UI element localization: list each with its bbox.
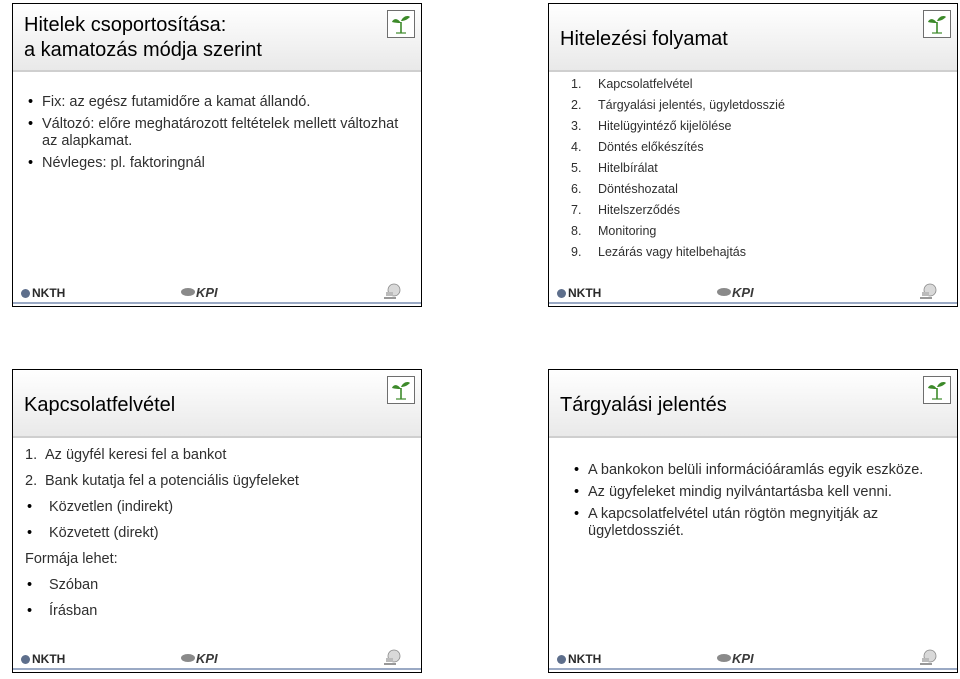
kpi-swoosh-icon bbox=[181, 654, 195, 662]
kpi-logo bbox=[181, 651, 218, 666]
kpi-label: KPI bbox=[732, 651, 754, 666]
slide-hitelezesi-folyamat bbox=[548, 3, 958, 307]
slide-content bbox=[27, 94, 413, 177]
item-text: Közvetlen (indirekt) bbox=[49, 499, 174, 515]
item-text: Formája lehet: bbox=[25, 551, 118, 567]
item-text: Kapcsolatfelvétel bbox=[598, 77, 693, 91]
list-item bbox=[571, 158, 949, 179]
item-number: 8. bbox=[571, 224, 582, 238]
slide-footer bbox=[13, 278, 421, 306]
list-item: • Fix: az egész futamidőre a kamat állandó. bbox=[27, 94, 413, 111]
item-number: 4. bbox=[571, 140, 582, 154]
list-item bbox=[571, 242, 949, 263]
title-divider bbox=[13, 70, 421, 72]
lightbulb-icon bbox=[383, 283, 403, 301]
item-text: Hitelügyintéző kijelölése bbox=[598, 119, 732, 133]
item-number: 3. bbox=[571, 119, 582, 133]
title-divider bbox=[549, 70, 957, 72]
nkth-label: NKTH bbox=[32, 652, 66, 666]
sprout-icon bbox=[387, 10, 415, 38]
title-divider bbox=[13, 436, 421, 438]
item-text: Monitoring bbox=[598, 224, 657, 238]
bullet-marker: • bbox=[27, 603, 33, 619]
lightbulb-icon bbox=[919, 283, 939, 301]
item-text: Írásban bbox=[49, 603, 98, 619]
slide-content bbox=[25, 442, 413, 624]
list-item bbox=[571, 221, 949, 242]
sprout-icon bbox=[923, 376, 951, 404]
item-number: 6. bbox=[571, 182, 582, 196]
slide-footer bbox=[549, 644, 957, 672]
item-text: Döntés előkészítés bbox=[598, 140, 704, 154]
nkth-dot-icon bbox=[21, 655, 30, 664]
item-text: Lezárás vagy hitelbehajtás bbox=[598, 245, 747, 259]
kpi-label: KPI bbox=[196, 285, 218, 300]
slide-targyalasi-jelentes bbox=[548, 369, 958, 673]
kpi-swoosh-icon bbox=[717, 654, 731, 662]
item-text: Közvetett (direkt) bbox=[49, 525, 159, 541]
title-line-1: Hitelek csoportosítása: bbox=[24, 14, 227, 36]
nkth-logo bbox=[21, 652, 65, 666]
item-number: 1. bbox=[25, 447, 38, 463]
list-item bbox=[571, 95, 949, 116]
bullet-list bbox=[27, 94, 413, 172]
item-number: 1. bbox=[571, 77, 582, 91]
list-item bbox=[25, 494, 413, 520]
numbered-list bbox=[571, 74, 949, 263]
kpi-swoosh-icon bbox=[717, 288, 731, 296]
lightbulb-icon bbox=[383, 649, 403, 667]
slide-content bbox=[573, 462, 949, 545]
slide-footer bbox=[549, 278, 957, 306]
bullet-marker: • bbox=[27, 525, 33, 541]
nkth-label: NKTH bbox=[568, 286, 602, 300]
list-item bbox=[25, 442, 413, 468]
item-number: 2. bbox=[25, 473, 38, 489]
slide-title bbox=[24, 13, 262, 63]
item-text: Bank kutatja fel a potenciális ügyfeleket bbox=[45, 473, 299, 489]
lightbulb-icon bbox=[919, 649, 939, 667]
kpi-label: KPI bbox=[196, 651, 218, 666]
item-text: Az ügyfél keresi fel a bankot bbox=[45, 447, 227, 463]
nkth-logo bbox=[557, 652, 601, 666]
list-item bbox=[571, 179, 949, 200]
kpi-swoosh-icon bbox=[181, 288, 195, 296]
item-text: Döntéshozatal bbox=[598, 182, 678, 196]
item-text: Hitelszerződés bbox=[598, 203, 680, 217]
item-text: Tárgyalási jelentés, ügyletdosszié bbox=[598, 98, 785, 112]
bullet-list bbox=[573, 462, 949, 540]
list-item: • Változó: előre meghatározott feltételek mellett változhat az alapkamat. bbox=[27, 116, 413, 150]
kpi-logo bbox=[717, 285, 754, 300]
list-item bbox=[571, 74, 949, 95]
sprout-icon bbox=[387, 376, 415, 404]
nkth-label: NKTH bbox=[32, 286, 66, 300]
list-item: • A kapcsolatfelvétel után rögtön megnyitják az ügyletdossziét. bbox=[573, 506, 949, 540]
bullet-marker: • bbox=[27, 499, 33, 515]
title-divider bbox=[549, 436, 957, 438]
list-item bbox=[25, 572, 413, 598]
list-item: • A bankokon belüli információáramlás egyik eszköze. bbox=[573, 462, 949, 479]
list-item bbox=[571, 137, 949, 158]
slide-footer bbox=[13, 644, 421, 672]
kpi-logo bbox=[181, 285, 218, 300]
item-text: Szóban bbox=[49, 577, 99, 593]
footer-divider bbox=[549, 668, 957, 670]
nkth-dot-icon bbox=[21, 289, 30, 298]
nkth-label: NKTH bbox=[568, 652, 602, 666]
list-item bbox=[571, 116, 949, 137]
item-number: 5. bbox=[571, 161, 582, 175]
footer-divider bbox=[13, 302, 421, 304]
item-text: Hitelbírálat bbox=[598, 161, 658, 175]
nkth-logo bbox=[21, 286, 65, 300]
slide-title: Tárgyalási jelentés bbox=[560, 394, 727, 416]
list-item bbox=[25, 546, 413, 572]
list-item bbox=[25, 598, 413, 624]
kpi-logo bbox=[717, 651, 754, 666]
slide-title: Kapcsolatfelvétel bbox=[24, 394, 176, 416]
list-item bbox=[571, 200, 949, 221]
list-item bbox=[25, 520, 413, 546]
item-number: 9. bbox=[571, 245, 582, 259]
title-line-2: a kamatozás módja szerint bbox=[24, 39, 262, 61]
footer-divider bbox=[13, 668, 421, 670]
item-number: 7. bbox=[571, 203, 582, 217]
slide-content bbox=[571, 74, 949, 263]
sprout-icon bbox=[923, 10, 951, 38]
slide-kapcsolatfelvetel bbox=[12, 369, 422, 673]
slide-title: Hitelezési folyamat bbox=[560, 28, 728, 50]
list-item: • Névleges: pl. faktoringnál bbox=[27, 155, 413, 172]
slide-kamatozas bbox=[12, 3, 422, 307]
kpi-label: KPI bbox=[732, 285, 754, 300]
nkth-dot-icon bbox=[557, 655, 566, 664]
nkth-dot-icon bbox=[557, 289, 566, 298]
list-item bbox=[25, 468, 413, 494]
nkth-logo bbox=[557, 286, 601, 300]
list-item: • Az ügyfeleket mindig nyilvántartásba kell venni. bbox=[573, 484, 949, 501]
item-number: 2. bbox=[571, 98, 582, 112]
footer-divider bbox=[549, 302, 957, 304]
bullet-marker: • bbox=[27, 577, 33, 593]
